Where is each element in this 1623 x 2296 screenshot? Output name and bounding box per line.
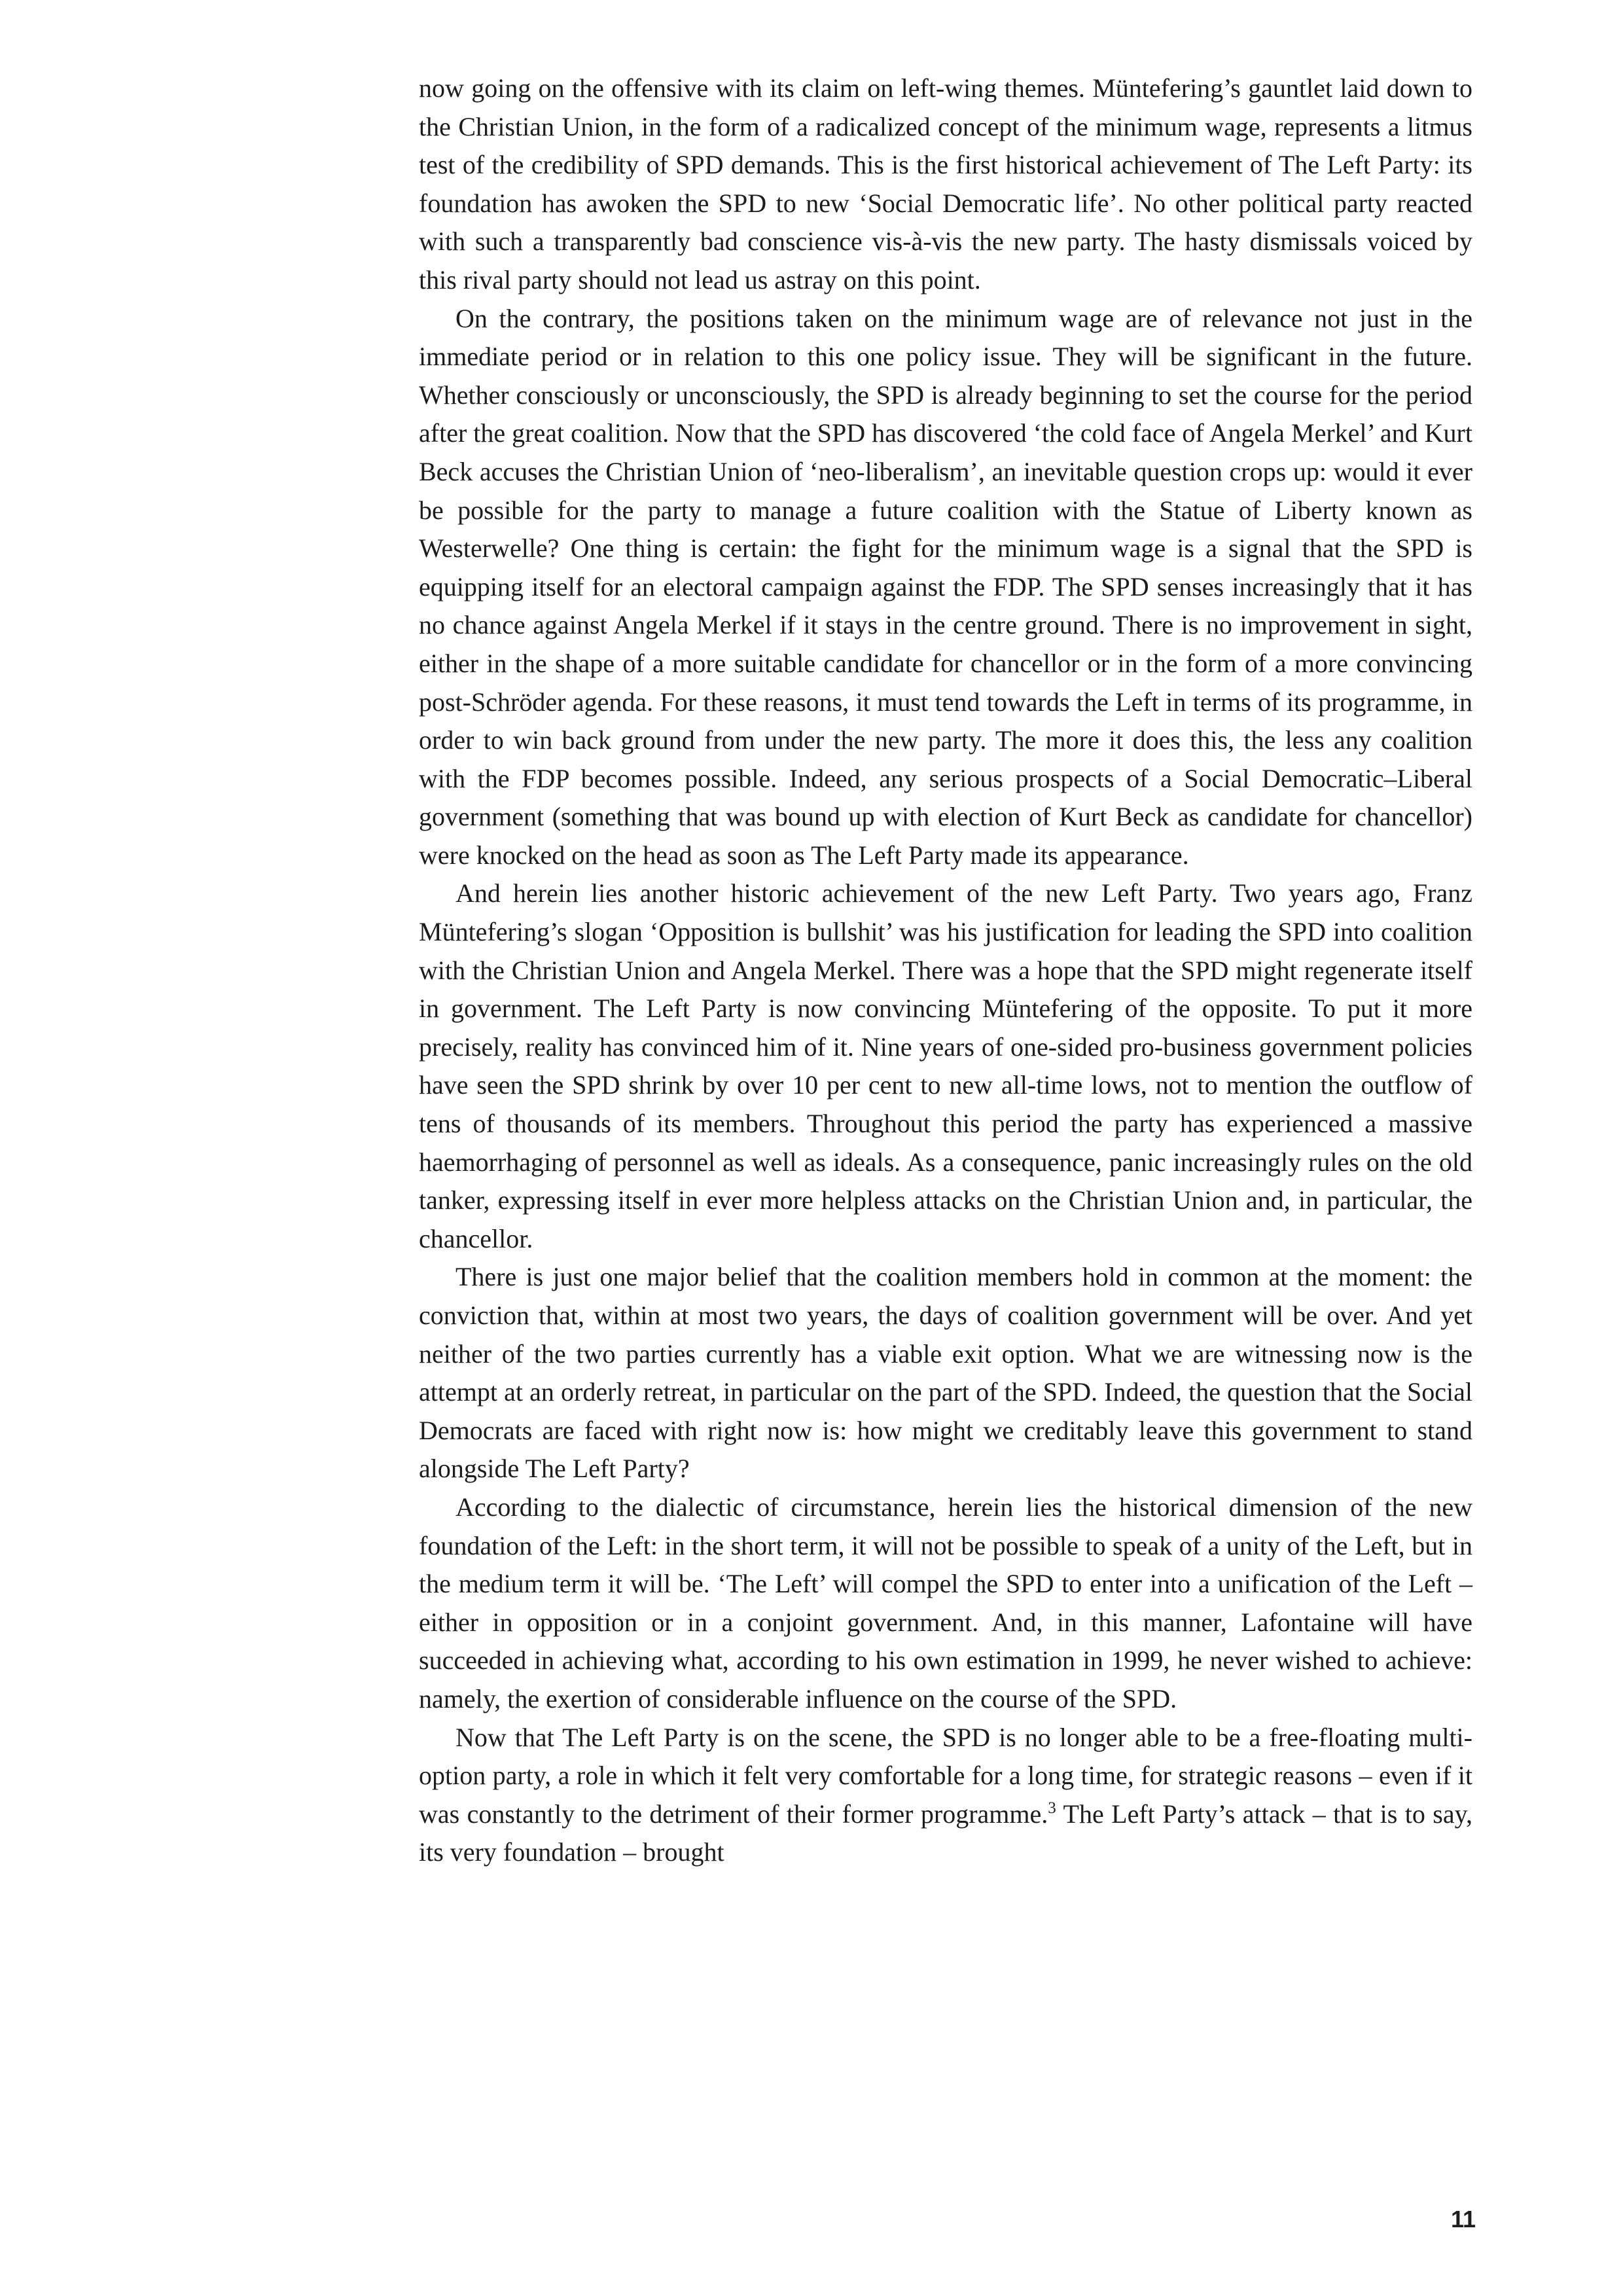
- body-text: [419, 69, 1472, 1872]
- footnote-reference[interactable]: 3: [1048, 1799, 1056, 1817]
- paragraph-6: [419, 1719, 1472, 1872]
- paragraph-4: There is just one major belief that the coalition members hold in common at the moment: the conviction that, within at most two years, the days of coalition government will be over. And yet neither of the two parties currently has a viable exit option. What we are witnessing now is the attempt at an orderly retreat, in particular on the part of the SPD. Indeed, the question that the Social Democrats are faced with right now is: how might we creditably leave this government to stand alongside The Left Party?: [419, 1262, 1472, 1484]
- paragraph-3: And herein lies another historic achievement of the new Left Party. Two years ago, Franz Müntefering’s slogan ‘Opposition is bullshit’ was his justification for leading the SPD into coalition with the Christian Union and Angela Merkel. There was a hope that the SPD might regenerate itself in government. The Left Party is now convincing Müntefering of the opposite. To put it more precisely, reality has convinced him of it. Nine years of one-sided pro-business government policies have seen the SPD shrink by over 10 per cent to new all-time lows, not to mention the outflow of tens of thousands of its members. Throughout this period the party has experienced a massive haemorrhaging of personnel as well as ideals. As a consequence, panic increasingly rules on the old tanker, expressing itself in ever more helpless attacks on the Christian Union and, in particular, the chancellor.: [419, 878, 1472, 1253]
- paragraph-6-text-end: The Left Party’s attack – that is to say, its very foundation – brought: [419, 1799, 1472, 1867]
- paragraph-5: According to the dialectic of circumstance, herein lies the historical dimension of the new foundation of the Left: in the short term, it will not be possible to speak of a unity of the Left, but in the medium term it will be. ‘The Left’ will compel the SPD to enter into a unification of the Left – either in opposition or in a conjoint government. And, in this manner, Lafontaine will have succeeded in achieving what, according to his own estimation in 1999, he never wished to achieve: namely, the exertion of considerable influence on the course of the SPD.: [419, 1492, 1472, 1713]
- paragraph-2: On the contrary, the positions taken on the minimum wage are of relevance not just in the immediate period or in relation to this one policy issue. They will be significant in the future. Whether consciously or unconsciously, the SPD is already beginning to set the course for the period after the great coalition. Now that the SPD has discovered ‘the cold face of Angela Merkel’ and Kurt Beck accuses the Christian Union of ‘neo-liberalism’, an inevitable question crops up: would it ever be possible for the party to manage a future coalition with the Statue of Liberty known as Westerwelle? One thing is certain: the fight for the minimum wage is a signal that the SPD is equipping itself for an electoral campaign against the FDP. The SPD senses increasingly that it has no chance against Angela Merkel if it stays in the centre ground. There is no improvement in sight, either in the shape of a more suitable candidate for chancellor or in the form of a more convincing post-Schröder agenda. For these reasons, it must tend towards the Left in terms of its programme, in order to win back ground from under the new party. The more it does this, the less any coalition with the FDP becomes possible. Indeed, any serious prospects of a Social Democratic–Liberal government (something that was bound up with election of Kurt Beck as candidate for chancellor) were knocked on the head as soon as The Left Party made its appearance.: [419, 303, 1472, 870]
- page-number: 11: [1450, 2206, 1476, 2233]
- paragraph-1: now going on the offensive with its claim on left-wing themes. Müntefering’s gauntlet laid down to the Christian Union, in the form of a radicalized concept of the minimum wage, represents a litmus test of the credibility of SPD demands. This is the first historical achievement of The Left Party: its foundation has awoken the SPD to new ‘Social Democratic life’. No other political party reacted with such a transparently bad conscience vis-à-vis the new party. The hasty dismissals voiced by this rival party should not lead us astray on this point.: [419, 73, 1472, 295]
- paragraph-6-text-start: Now that The Left Party is on the scene, the SPD is no longer able to be a free-floating multi-option party, a role in which it felt very comfortable for a long time, for strategic reasons – even if it was constantly to the detriment of their former programme.: [419, 1722, 1472, 1829]
